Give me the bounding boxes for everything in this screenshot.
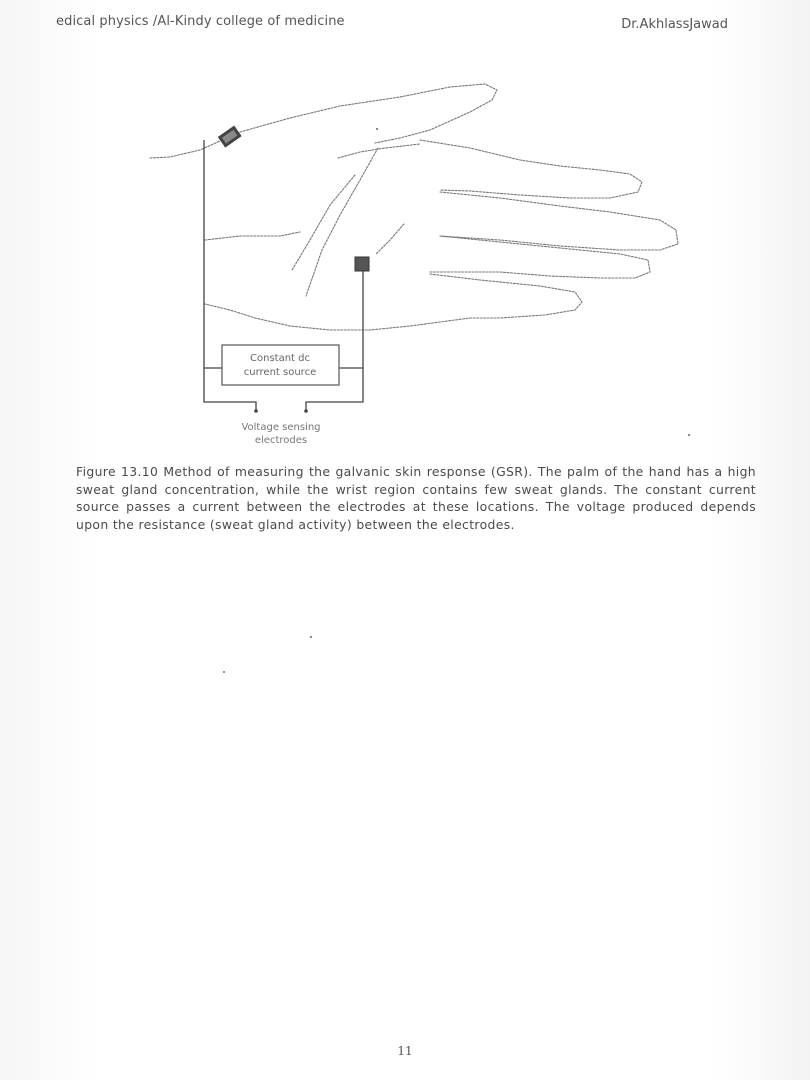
scan-speck: [688, 434, 690, 436]
voltage-electrode-left: [254, 409, 258, 413]
hand-outline: [440, 192, 678, 250]
scan-speck: [223, 671, 225, 673]
wire-right: [306, 271, 363, 410]
scan-speck: [310, 636, 312, 638]
header-course-title: edical physics /Al-Kindy college of medicine: [56, 14, 345, 29]
page-number: 11: [397, 1044, 413, 1058]
palm-electrode: [355, 257, 369, 271]
palm-crease: [376, 224, 404, 254]
hand-outline: [205, 232, 300, 240]
hand-outline: [150, 84, 497, 158]
hand-outline: [420, 140, 642, 198]
hand-outline: [430, 236, 650, 278]
voltage-electrodes-label-line1: Voltage sensing: [241, 422, 321, 433]
voltage-electrodes-label-line2: electrodes: [254, 435, 308, 446]
current-source-label-line1: Constant dc: [250, 353, 310, 364]
hand-outline: [338, 144, 420, 158]
gsr-hand-figure: [0, 0, 810, 470]
hand-outline: [205, 274, 582, 330]
current-source-box: [222, 345, 339, 385]
scan-speck: [376, 128, 378, 130]
current-source-label-line2: current source: [243, 367, 317, 378]
voltage-electrode-right: [304, 409, 308, 413]
figure-caption: Figure 13.10 Method of measuring the galvanic skin response (GSR). The palm of the hand has a high sweat gland concentration, while the wrist region contains few sweat glands. The constant current source passes a current between the electrodes at these locations. The voltage produced depends upon the resistance (sweat gland activity) between the electrodes.: [76, 464, 756, 532]
palm-crease: [306, 148, 378, 296]
palm-crease: [292, 175, 355, 270]
header-author: Dr.AkhlassJawad: [621, 17, 728, 32]
wrist-electrode: [218, 126, 242, 148]
